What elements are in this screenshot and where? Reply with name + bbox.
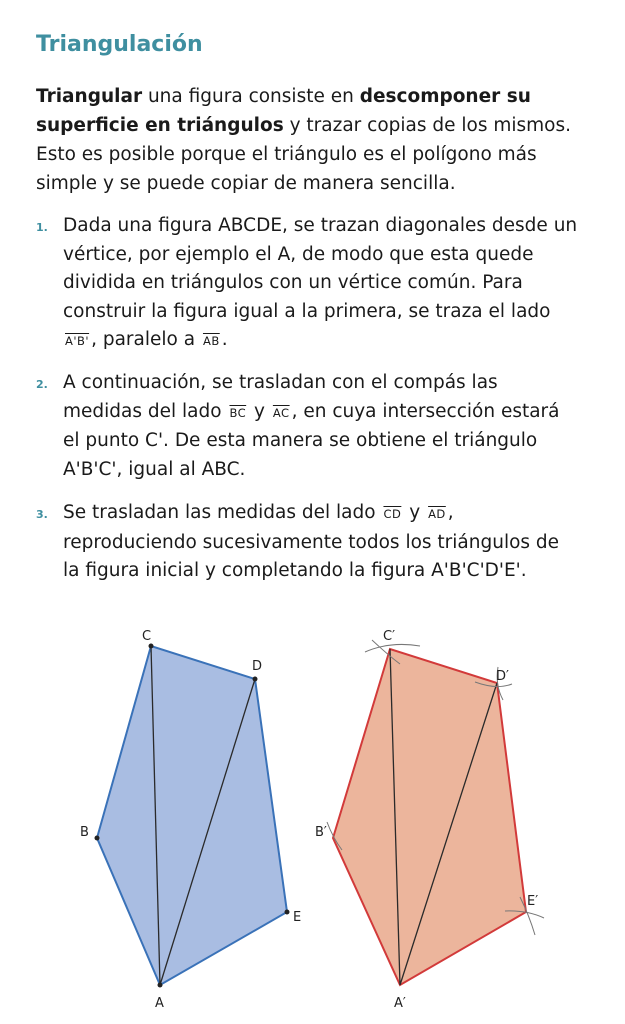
label-a-prime: A′	[394, 996, 406, 1011]
label-c-prime: C′	[383, 629, 396, 644]
triangulation-figures	[0, 620, 625, 1024]
intro-bold-1: Triangular	[36, 86, 143, 107]
polygon-abcde-prime	[333, 649, 526, 985]
segment-label: $\overline{CD}$	[383, 507, 402, 521]
step-text-part: , en cuya intersección estará el punto C'. De esta manera se obtiene el triángulo A'B'C', igual al ABC.	[63, 400, 560, 480]
step-text	[63, 369, 581, 484]
step-3	[36, 499, 581, 586]
label-b-prime: B′	[315, 825, 327, 840]
step-text-part: A continuación, se trasladan con el compás las medidas del lado	[63, 372, 498, 422]
label-e-prime: E′	[527, 894, 539, 909]
vertex-d	[253, 677, 258, 682]
step-text-part: Se trasladan las medidas del lado	[63, 502, 382, 523]
step-text	[63, 212, 581, 356]
label-d-prime: D′	[496, 669, 509, 684]
segment-label: $\overline{AB}$	[202, 334, 220, 348]
step-number: 2.	[36, 378, 48, 391]
segment-label: $\overline{AD}$	[428, 507, 446, 521]
label-d: D	[252, 659, 263, 674]
step-text-part: .	[221, 329, 228, 350]
label-a: A	[155, 996, 164, 1011]
figure-abcde-prime	[315, 629, 544, 1011]
figure-abcde	[80, 629, 301, 1011]
label-b: B	[80, 825, 89, 840]
intro-text-2: y trazar copias de los mismos. Esto es posible porque el triángulo es el polígono más simple y se puede copiar de manera sencilla.	[36, 115, 572, 194]
vertex-b	[95, 836, 100, 841]
segment-label: $\overline{BC}$	[229, 405, 247, 420]
intro-bold-2: descomponer su superficie en triángulos	[36, 86, 531, 136]
intro-text-1: una figura consiste en	[142, 86, 360, 107]
label-c: C	[142, 629, 152, 644]
vertex-a	[158, 983, 163, 988]
step-text-part: , paralelo a	[91, 329, 201, 350]
step-2	[36, 369, 581, 484]
polygon-abcde	[97, 646, 287, 985]
segment-label: A'B'	[65, 334, 90, 348]
step-number: 1.	[36, 221, 48, 234]
step-1	[36, 212, 581, 356]
vertex-e	[285, 910, 290, 915]
segment-label: $\overline{AC}$	[272, 405, 290, 420]
step-text-part: , reproduciendo sucesivamente todos los triángulos de la figura inicial y completando la figura A'B'C'D'E'.	[63, 502, 560, 581]
intro-paragraph	[36, 82, 596, 198]
step-text-part: Dada una figura ABCDE, se trazan diagonales desde un vértice, por ejemplo el A, de modo que esta quede dividida en triángulos con un vértice común. Para construir la figura igual a la primera, se traza el lado	[63, 215, 578, 322]
step-text-part: y	[248, 400, 271, 422]
page-title: Triangulación	[36, 32, 203, 57]
vertex-c	[149, 644, 154, 649]
step-text-part: y	[403, 502, 427, 523]
step-text	[63, 499, 581, 586]
label-e: E	[293, 910, 302, 925]
step-number: 3.	[36, 508, 48, 521]
